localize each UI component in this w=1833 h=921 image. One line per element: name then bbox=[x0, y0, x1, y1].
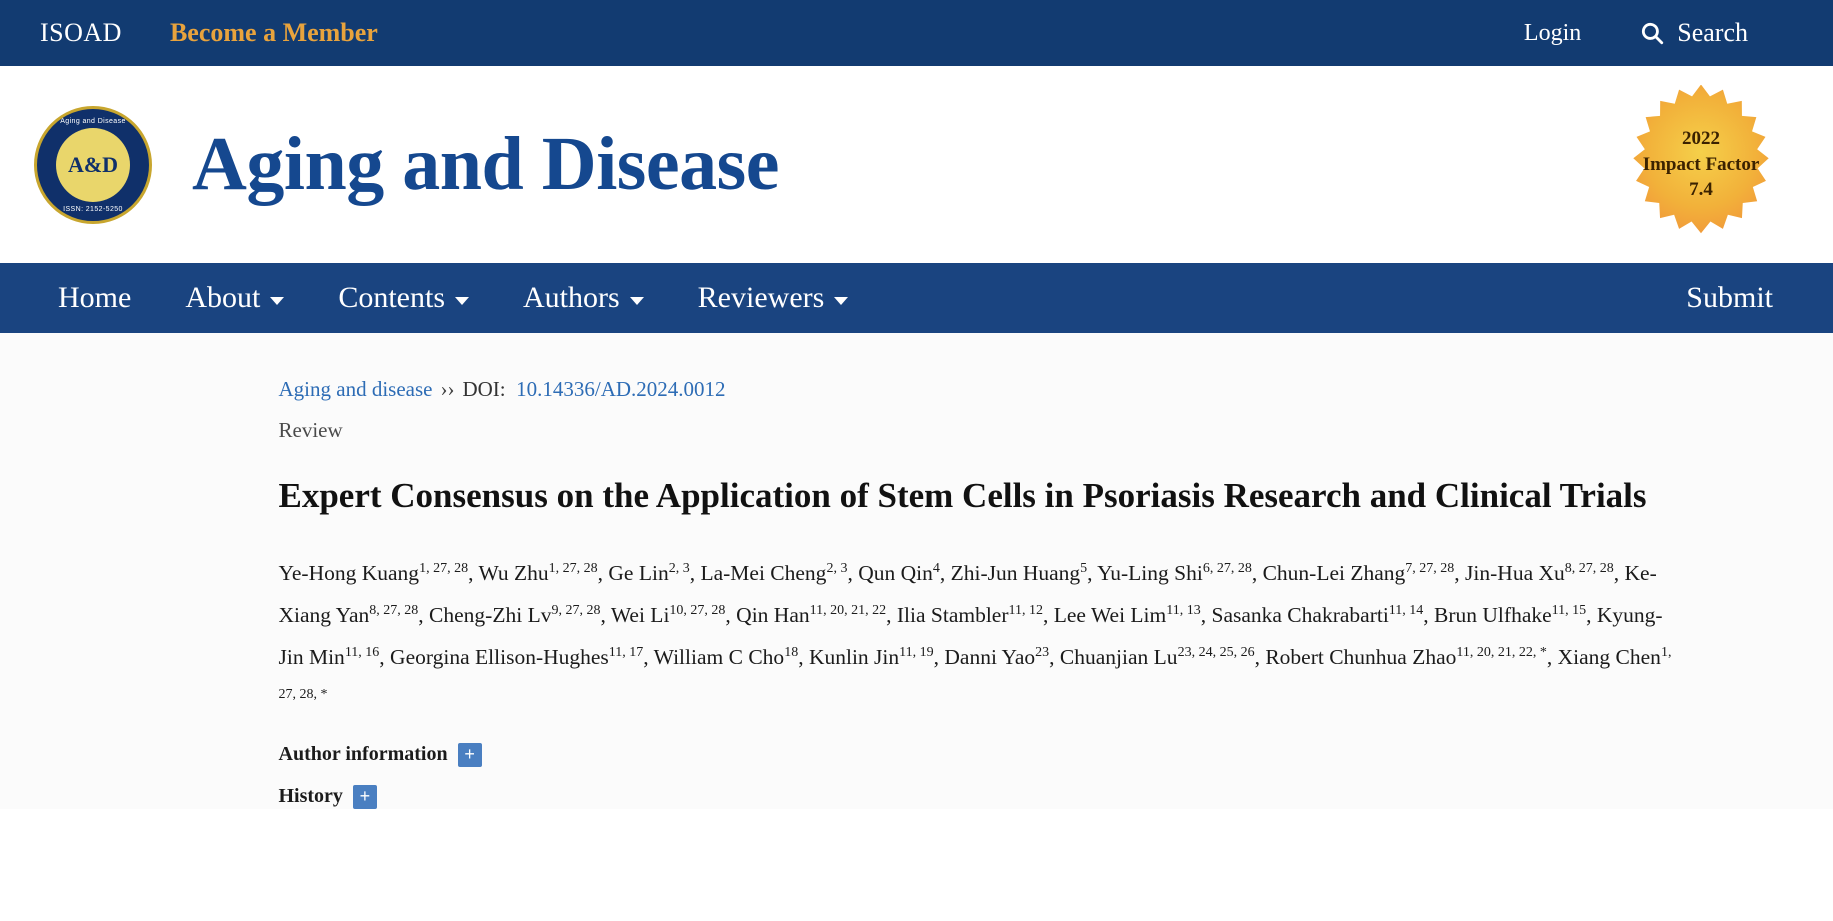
article-page bbox=[0, 333, 1833, 809]
author-separator: , bbox=[725, 603, 737, 628]
author-separator: , bbox=[798, 645, 809, 670]
author-information-label: Author information bbox=[278, 743, 448, 766]
author-separator: , bbox=[1043, 603, 1054, 628]
author-information-toggle[interactable] bbox=[279, 743, 1677, 767]
impact-factor-label: Impact Factor bbox=[1642, 153, 1760, 175]
chevron-down-icon bbox=[270, 297, 284, 305]
masthead bbox=[0, 66, 1833, 263]
author-affiliation-sup: 5 bbox=[1080, 561, 1088, 577]
author-name[interactable]: Sasanka Chakrabarti bbox=[1211, 603, 1389, 628]
author-separator: , bbox=[597, 561, 609, 586]
author-affiliation-sup: 1, 27, 28, * bbox=[278, 644, 1672, 702]
author-name[interactable]: Qun Qin bbox=[858, 561, 933, 586]
nav-item-reviewers[interactable] bbox=[671, 281, 876, 315]
author-name[interactable]: Jin-Hua Xu bbox=[1465, 561, 1565, 586]
breadcrumb-journal-link[interactable]: Aging and disease bbox=[278, 377, 433, 401]
plus-icon[interactable]: + bbox=[458, 743, 482, 767]
author-affiliation-sup: 11, 19 bbox=[899, 644, 934, 660]
breadcrumb-separator: ›› bbox=[440, 377, 455, 401]
author-affiliation-sup: 18 bbox=[784, 644, 799, 660]
author-separator: , bbox=[1546, 645, 1558, 670]
author-separator: , bbox=[1049, 645, 1060, 670]
login-link[interactable]: Login bbox=[1523, 19, 1582, 46]
society-brand-link[interactable]: ISOAD bbox=[40, 18, 122, 47]
chevron-down-icon bbox=[630, 297, 644, 305]
author-affiliation-sup: 11, 20, 21, 22 bbox=[809, 602, 887, 618]
author-affiliation-sup: 11, 16 bbox=[344, 644, 380, 660]
author-affiliation-sup: 23, 24, 25, 26 bbox=[1177, 644, 1255, 660]
author-name[interactable]: Wei Li bbox=[610, 603, 670, 628]
author-name[interactable]: William C Cho bbox=[653, 645, 785, 670]
author-affiliation-sup: 11, 20, 21, 22, * bbox=[1456, 644, 1547, 660]
author-separator: , bbox=[847, 561, 859, 586]
author-affiliation-sup: 8, 27, 28 bbox=[1564, 561, 1614, 577]
history-toggle[interactable] bbox=[279, 785, 1677, 809]
chevron-down-icon bbox=[455, 297, 469, 305]
author-name[interactable]: Ge Lin bbox=[608, 561, 669, 586]
author-name[interactable]: Chun-Lei Zhang bbox=[1262, 561, 1406, 586]
author-separator: , bbox=[1613, 561, 1625, 586]
author-affiliation-sup: 11, 13 bbox=[1166, 602, 1201, 618]
article-type: Review bbox=[278, 418, 343, 442]
author-affiliation-sup: 1, 27, 28 bbox=[548, 561, 598, 577]
author-affiliation-sup: 11, 17 bbox=[608, 644, 644, 660]
author-separator: , bbox=[1254, 645, 1266, 670]
author-separator: , bbox=[689, 561, 701, 586]
doi-label: DOI: bbox=[462, 377, 506, 401]
author-separator: , bbox=[1251, 561, 1263, 586]
author-affiliation-sup: 7, 27, 28 bbox=[1405, 561, 1455, 577]
logo-center-text: A&D bbox=[56, 128, 130, 202]
author-name[interactable]: Kunlin Jin bbox=[808, 645, 900, 670]
nav-label-contents: Contents bbox=[338, 281, 445, 314]
chevron-down-icon bbox=[834, 297, 848, 305]
author-separator: , bbox=[468, 561, 479, 586]
author-separator: , bbox=[1423, 603, 1435, 628]
author-name[interactable]: Yu-Ling Shi bbox=[1097, 561, 1203, 586]
top-utility-bar bbox=[0, 0, 1833, 66]
author-separator: , bbox=[1454, 561, 1466, 586]
author-name[interactable]: Brun Ulfhake bbox=[1434, 603, 1552, 628]
author-affiliation-sup: 6, 27, 28 bbox=[1202, 561, 1252, 577]
author-separator: , bbox=[886, 603, 897, 628]
author-affiliation-sup: 11, 15 bbox=[1551, 602, 1587, 618]
author-name[interactable]: Lee Wei Lim bbox=[1053, 603, 1167, 628]
nav-item-home[interactable] bbox=[48, 281, 158, 315]
author-name[interactable]: Qin Han bbox=[736, 603, 810, 628]
author-separator: , bbox=[939, 561, 951, 586]
author-separator: , bbox=[643, 645, 654, 670]
journal-title[interactable]: Aging and Disease bbox=[192, 122, 779, 206]
breadcrumb bbox=[279, 377, 1677, 402]
author-affiliation-sup: 2, 3 bbox=[668, 561, 690, 577]
author-separator: , bbox=[1200, 603, 1212, 628]
author-name[interactable]: Xiang Chen bbox=[1557, 645, 1661, 670]
author-name[interactable]: Danni Yao bbox=[944, 645, 1036, 670]
main-navigation bbox=[0, 263, 1833, 333]
author-name[interactable]: Robert Chunhua Zhao bbox=[1265, 645, 1457, 670]
author-name[interactable]: Zhi-Jun Huang bbox=[950, 561, 1081, 586]
author-name[interactable]: Georgina Ellison-Hughes bbox=[390, 645, 609, 670]
author-separator: , bbox=[418, 603, 430, 628]
author-list bbox=[279, 553, 1677, 721]
author-affiliation-sup: 11, 14 bbox=[1388, 602, 1424, 618]
author-name[interactable]: Cheng-Zhi Lv bbox=[429, 603, 552, 628]
author-affiliation-sup: 1, 27, 28 bbox=[419, 561, 469, 577]
nav-item-contents[interactable] bbox=[311, 281, 496, 315]
nav-label-authors: Authors bbox=[523, 281, 620, 314]
impact-factor-text bbox=[1643, 126, 1760, 203]
author-name[interactable]: Ye-Hong Kuang bbox=[278, 561, 420, 586]
nav-item-authors[interactable] bbox=[496, 281, 671, 315]
author-name[interactable]: Ke-Xiang Yan bbox=[278, 561, 1657, 628]
plus-icon[interactable]: + bbox=[353, 785, 377, 809]
author-name[interactable]: Ilia Stambler bbox=[896, 603, 1009, 628]
search-icon bbox=[1639, 20, 1665, 46]
author-separator: , bbox=[379, 645, 391, 670]
nav-label-home: Home bbox=[58, 281, 132, 314]
author-affiliation-sup: 9, 27, 28 bbox=[551, 602, 601, 618]
author-affiliation-sup: 4 bbox=[932, 561, 940, 577]
author-affiliation-sup: 8, 27, 28 bbox=[369, 602, 419, 618]
article-content bbox=[97, 377, 1737, 809]
become-a-member-link[interactable]: Become a Member bbox=[169, 18, 378, 47]
author-affiliation-sup: 23 bbox=[1035, 644, 1050, 660]
author-affiliation-sup: 11, 12 bbox=[1008, 602, 1043, 618]
search-button[interactable] bbox=[1639, 18, 1748, 48]
author-name[interactable]: Wu Zhu bbox=[478, 561, 549, 586]
nav-label-about: About bbox=[185, 281, 261, 314]
nav-label-reviewers: Reviewers bbox=[697, 281, 825, 314]
page-title: Expert Consensus on the Application of Stem Cells in Psoriasis Research and Clinical Trials bbox=[278, 476, 1647, 515]
nav-item-submit[interactable]: Submit bbox=[1686, 281, 1773, 314]
author-affiliation-sup: 10, 27, 28 bbox=[669, 602, 726, 618]
impact-factor-badge bbox=[1621, 85, 1781, 245]
author-separator: , bbox=[933, 645, 945, 670]
author-name[interactable]: Chuanjian Lu bbox=[1059, 645, 1178, 670]
author-name[interactable]: Kyung-Jin Min bbox=[278, 603, 1663, 670]
author-separator: , bbox=[600, 603, 611, 628]
author-name[interactable]: La-Mei Cheng bbox=[700, 561, 827, 586]
author-affiliation-sup: 2, 3 bbox=[826, 561, 848, 577]
logo-ring-bottom-text: ISSN: 2152-5250 bbox=[63, 205, 123, 213]
journal-logo-icon[interactable] bbox=[34, 106, 152, 224]
author-separator: , bbox=[1586, 603, 1597, 628]
nav-item-about[interactable] bbox=[158, 281, 311, 315]
logo-ring-top-text: Aging and Disease bbox=[60, 117, 126, 125]
doi-link[interactable]: 10.14336/AD.2024.0012 bbox=[516, 377, 726, 401]
impact-factor-year: 2022 bbox=[1681, 128, 1720, 150]
search-label: Search bbox=[1677, 18, 1748, 47]
history-label: History bbox=[278, 785, 343, 808]
impact-factor-value: 7.4 bbox=[1689, 179, 1713, 201]
author-separator: , bbox=[1087, 561, 1098, 586]
